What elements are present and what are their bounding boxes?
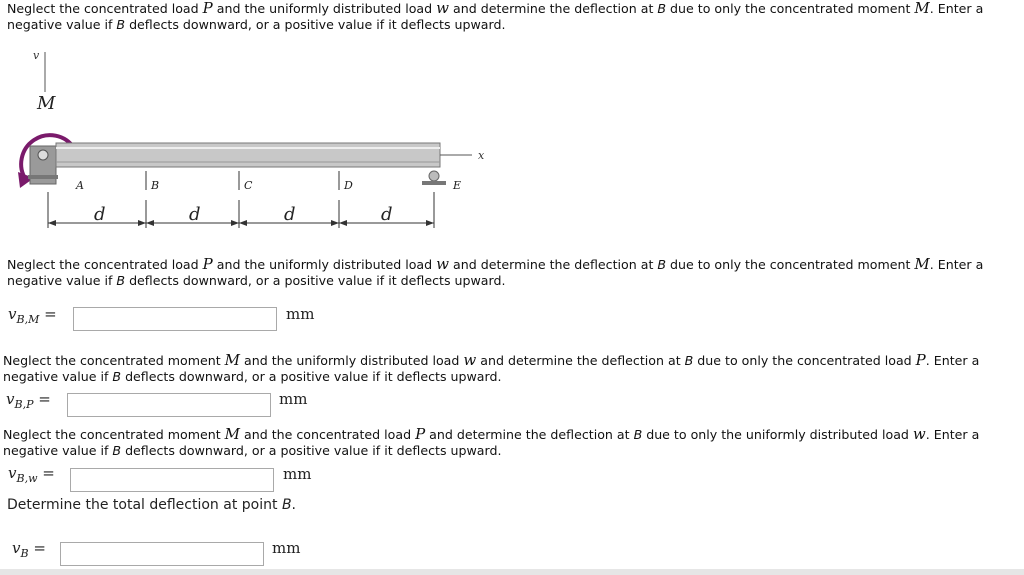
pin-support-a [28,146,58,184]
question-1-text: Neglect the concentrated load P and the uniformly distributed load w and determine the deflection at B due to only the concentrated moment M. Enter a negative value if B deflects downward, or a positive value if it deflects upward. [7,255,984,288]
page-bottom-strip [0,569,1024,575]
moment-label: M [37,93,56,114]
point-b-label: B [151,179,160,192]
point-e-label: E [453,179,462,192]
vbw-label: $v_{B,w}$ = [8,464,55,485]
intro-paragraph: Neglect the concentrated load P and the uniformly distributed load w and determine the deflection at B due to only the concentrated moment M. Enter a negative value if B deflects downward, or a positive value if it deflects upward. [7,0,984,32]
x-axis-label: x [478,149,485,162]
question-4-text: Determine the total deflection at point B. [7,497,296,513]
vbm-label: $v_{B,M}$ = [8,305,57,326]
point-a-label: A [76,179,84,192]
v-axis-label: v [33,49,40,62]
vb-label: $v_B$ = [12,539,46,560]
vbp-unit: mm [279,390,308,408]
dim-label-4: d [381,204,393,225]
vb-input[interactable] [60,542,264,566]
vbw-unit: mm [283,465,312,483]
vb-unit: mm [272,539,301,557]
beam [56,143,440,167]
point-c-label: C [244,179,253,192]
dim-label-2: d [189,204,201,225]
vbm-input[interactable] [73,307,277,331]
vbp-input[interactable] [67,393,271,417]
question-2-text: Neglect the concentrated moment M and the uniformly distributed load w and determine the deflection at B due to only the concentrated load P. Enter a negative value if B deflects downward, or a positive value if it deflects upward. [3,351,980,384]
dim-label-1: d [94,204,106,225]
point-d-label: D [344,179,353,192]
roller-support-e [422,171,446,185]
vbp-label: $v_{B,P}$ = [6,390,51,411]
beam-diagram [0,40,500,240]
question-3-text: Neglect the concentrated moment M and the concentrated load P and determine the deflection at B due to only the uniformly distributed load w. Enter a negative value if B deflects downward, or a positive value if it deflects upward. [3,425,980,458]
vbm-unit: mm [286,305,315,323]
dim-label-3: d [284,204,296,225]
vbw-input[interactable] [70,468,274,492]
dimension-lines [48,192,434,228]
